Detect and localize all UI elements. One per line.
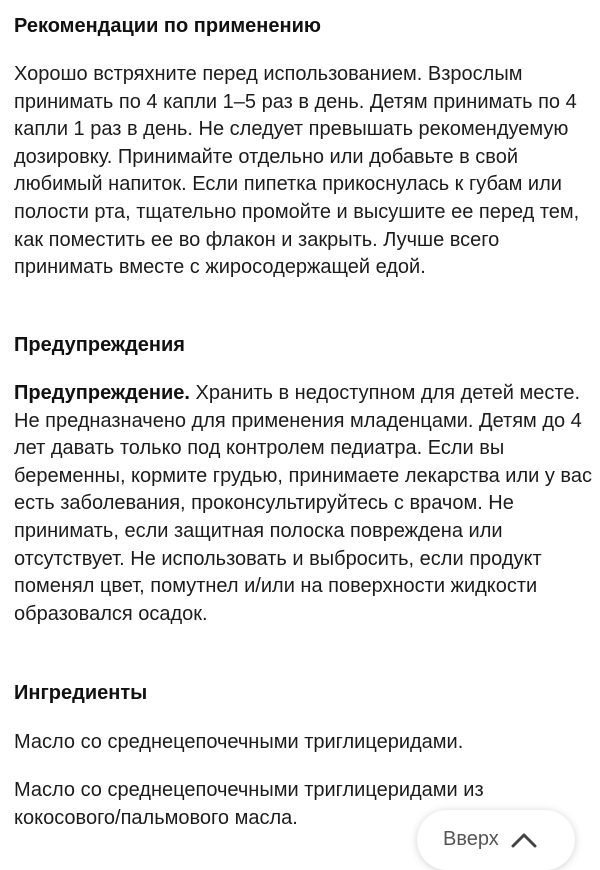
warning-lead: Предупреждение. [14,382,190,404]
chevron-up-icon [511,832,537,848]
back-to-top-label: Вверх [443,828,499,850]
usage-paragraph: Хорошо встряхните перед использованием. Взрослым принимать по 4 капли 1–5 раз в день. Детям принимать по 4 капли 1 раз в день. Не следует превышать рекомендуемую дозировку. Принимайте отдельно или добавьте в свой любимый напиток. Если пипетка прикоснулась к губам или полости рта, тщательно промойте и высушите ее перед тем, как поместить ее во флакон и закрыть. Лучше всего принимать вместе с жиросодержащей едой. [14,63,580,279]
section-title-usage: Рекомендации по применению [14,15,321,37]
ingredient-item: Масло со среднецепочечными триглицеридами из кокосового/пальмового масла. [14,779,484,829]
warnings-paragraph [14,380,592,628]
back-to-top-button[interactable] [417,810,575,870]
section-title-ingredients: Ингредиенты [14,682,148,704]
ingredient-item: Масло со среднецепочечными триглицеридами. [14,731,464,753]
section-title-warnings: Предупреждения [14,334,185,356]
warning-text: Хранить в недоступном для детей месте. Не предназначено для применения младенцами. Детям до 4 лет давать только под контролем педиатра. Если вы беременны, кормите грудью, принимаете лекарства или у вас есть заболевания, проконсультируйтесь с врачом. Не принимать, если защитная полоска повреждена или отсутствует. Не использовать и выбросить, если продукт поменял цвет, помутнел и/или на поверхности жидкости образовался осадок. [14,382,592,625]
